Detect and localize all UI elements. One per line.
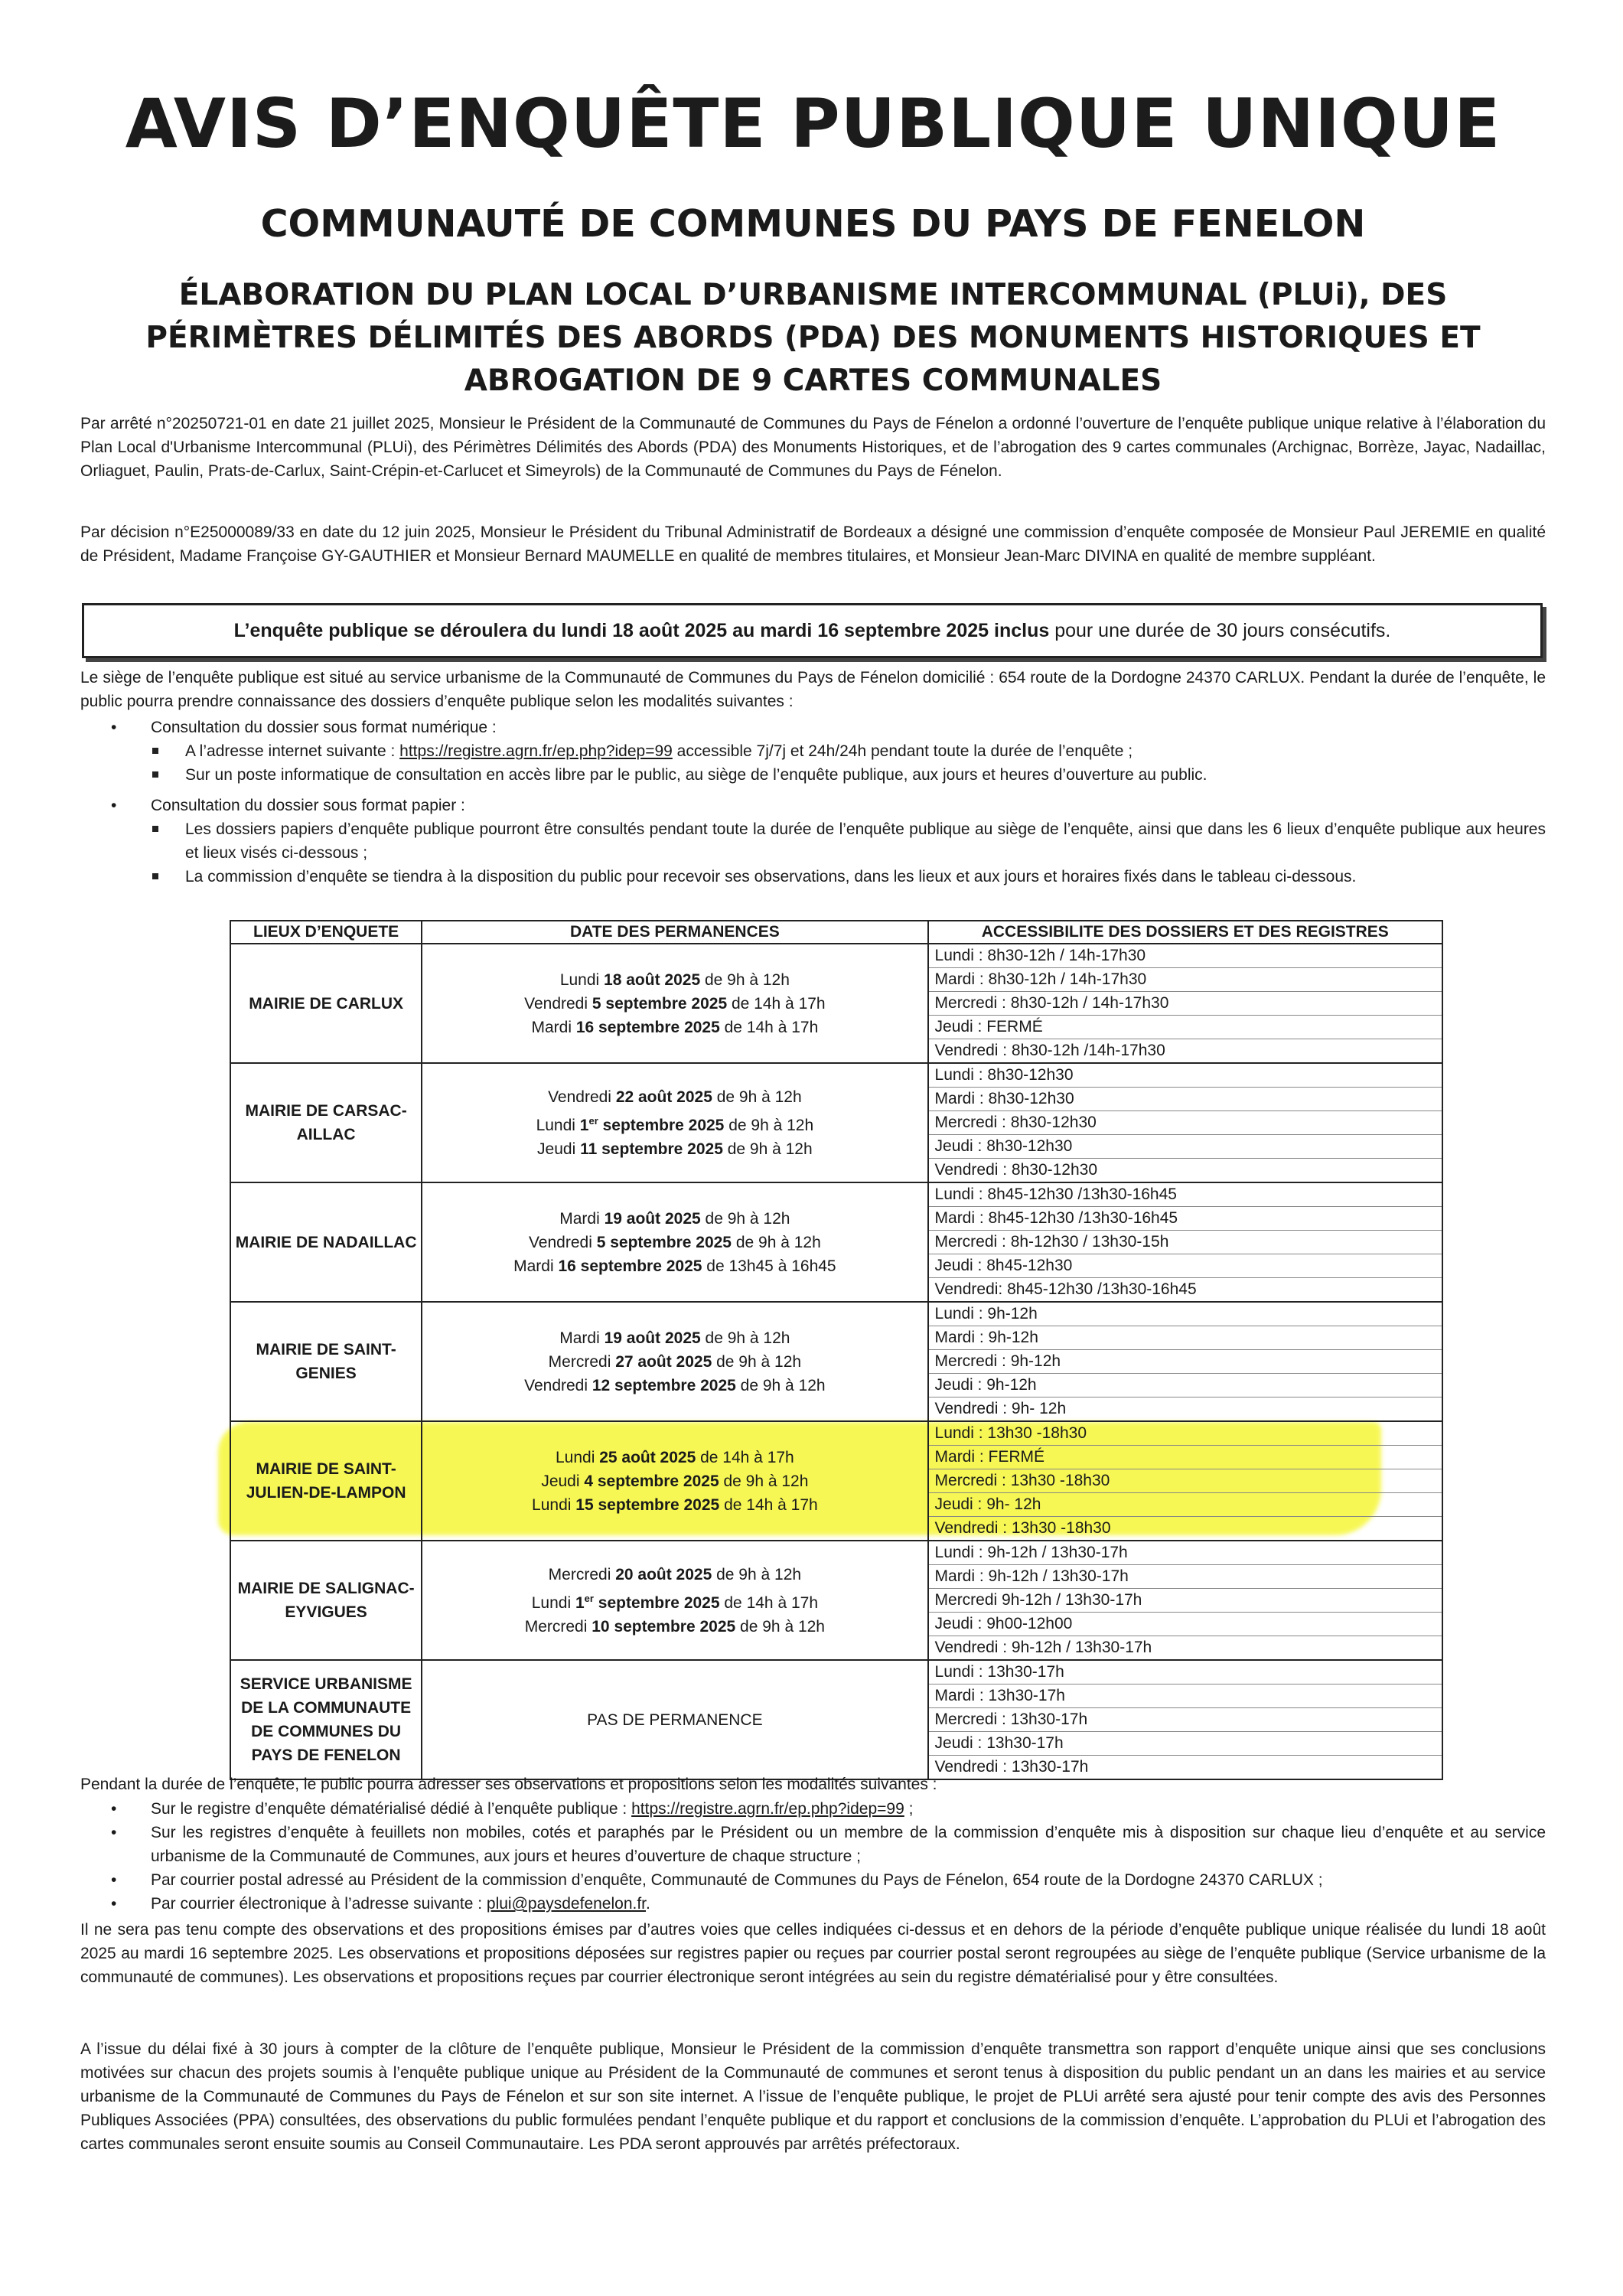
date-line: Vendredi 12 septembre 2025 de 9h à 12h	[524, 1376, 826, 1394]
cell-dates: PAS DE PERMANENCE	[422, 1660, 927, 1779]
hours-line: Jeudi : 9h- 12h	[929, 1493, 1442, 1517]
cell-dates	[422, 1421, 927, 1541]
date-line: Vendredi 5 septembre 2025 de 9h à 12h	[528, 1233, 821, 1251]
cell-dates	[422, 1302, 927, 1421]
header-dates: DATE DES PERMANENCES	[422, 921, 927, 944]
hours-line: Mardi : 8h45-12h30 /13h30-16h45	[929, 1207, 1442, 1231]
hours-line: Mercredi : 13h30 -18h30	[929, 1469, 1442, 1493]
hours-line: Mardi : 8h30-12h30	[929, 1088, 1442, 1111]
list-item: A l’adresse internet suivante : https://registre.agrn.fr/ep.php?idep=99 accessible 7j/7j et 24h/24h pendant toute la durée de l’enquête ;	[80, 739, 1546, 763]
page-title: AVIS D’ENQUÊTE PUBLIQUE UNIQUE	[125, 84, 1501, 163]
table-row	[230, 944, 1442, 1063]
object-heading: ÉLABORATION DU PLAN LOCAL D’URBANISME INTERCOMMUNAL (PLUi), DES PÉRIMÈTRES DÉLIMITÉS DES ABORDS (PDA) DES MONUMENTS HISTORIQUES ET ABROGATION DE 9 CARTES COMMUNALES	[145, 278, 1481, 398]
cell-accessibilite	[928, 1421, 1442, 1541]
paragraph-decision: Par décision n°E25000089/33 en date du 12 juin 2025, Monsieur le Président du Tribunal Administratif de Bordeaux a désigné une commission d’enquête composée de Monsieur Paul JEREMIE en qualité de Président, Madame Françoise GY-GAUTHIER et Monsieur Bernard MAUMELLE en qualité de membres titulaires, et Monsieur Jean-Marc DIVINA en qualité de membre suppléant.	[80, 523, 1546, 565]
permanences-table	[230, 920, 1443, 1780]
hours-line: Vendredi : 13h30 -18h30	[934, 1519, 1111, 1537]
date-line: Vendredi 5 septembre 2025 de 14h à 17h	[524, 994, 826, 1013]
cell-lieu: MAIRIE DE CARSAC-AILLAC	[230, 1063, 422, 1182]
list-item: • Par courrier postal adressé au Président de la commission d’enquête, Communauté de Communes du Pays de Fénelon, 654 route de la Dordogne 24370 CARLUX ;	[80, 1868, 1546, 1892]
square-bullet-icon	[152, 771, 158, 778]
hours-line: Lundi : 8h45-12h30 /13h30-16h45	[929, 1183, 1442, 1207]
hours-line: Lundi : 8h30-12h30	[929, 1064, 1442, 1088]
hours-line: Vendredi : 8h30-12h30	[934, 1161, 1098, 1179]
table-row	[230, 1660, 1442, 1779]
hours-line: Vendredi : 9h-12h / 13h30-17h	[934, 1639, 1152, 1656]
date-line: Jeudi 4 septembre 2025 de 9h à 12h	[541, 1472, 809, 1490]
header-lieux: LIEUX D’ENQUETE	[230, 921, 422, 944]
hours-line: Vendredi : 13h30-17h	[934, 1758, 1089, 1776]
hours-line: Lundi : 13h30-17h	[929, 1661, 1442, 1684]
bullet-icon: •	[111, 1871, 117, 1889]
list-item: • Consultation du dossier sous format numérique :	[80, 716, 1546, 739]
cell-dates	[422, 1182, 927, 1302]
cell-accessibilite	[928, 944, 1442, 1063]
list-item: Les dossiers papiers d’enquête publique pourront être consultés pendant toute la durée de l’enquête publique au siège de l’enquête, ainsi que dans les 6 lieux d’enquête publique aux heures et lieux visés ci-dessous ;	[80, 817, 1546, 865]
date-line: Mardi 16 septembre 2025 de 13h45 à 16h45	[513, 1257, 836, 1275]
observations-list	[80, 1797, 1546, 1916]
date-line: Lundi 1er septembre 2025 de 9h à 12h	[536, 1114, 814, 1134]
date-line: Lundi 18 août 2025 de 9h à 12h	[559, 970, 790, 989]
hours-line: Mardi : FERMÉ	[929, 1446, 1442, 1469]
table-row	[230, 1541, 1442, 1660]
date-line: Mardi 19 août 2025 de 9h à 12h	[559, 1329, 790, 1347]
cell-lieu: MAIRIE DE SAINT-JULIEN-DE-LAMPON	[230, 1421, 422, 1541]
cell-dates	[422, 1541, 927, 1660]
cell-dates	[422, 944, 927, 1063]
cell-dates	[422, 1063, 927, 1182]
list-item: Sur un poste informatique de consultation en accès libre par le public, au siège de l’enquête publique, aux jours et heures d’ouverture au public.	[80, 763, 1546, 787]
table-row	[230, 1182, 1442, 1302]
registre-link-2[interactable]: https://registre.agrn.fr/ep.php?idep=99	[631, 1800, 904, 1818]
hours-line: Jeudi : FERMÉ	[929, 1016, 1442, 1039]
hours-line: Lundi : 9h-12h	[929, 1303, 1442, 1326]
cell-accessibilite	[928, 1541, 1442, 1660]
hours-line: Lundi : 13h30 -18h30	[929, 1422, 1442, 1446]
square-bullet-icon	[152, 873, 158, 879]
cell-lieu: MAIRIE DE SAINT-GENIES	[230, 1302, 422, 1421]
hours-line: Jeudi : 8h30-12h30	[929, 1135, 1442, 1159]
bullet-icon: •	[111, 797, 117, 814]
date-line: Vendredi 22 août 2025 de 9h à 12h	[548, 1088, 802, 1106]
hours-line: Mardi : 9h-12h	[929, 1326, 1442, 1350]
hours-line: Jeudi : 9h00-12h00	[929, 1613, 1442, 1636]
cell-accessibilite	[928, 1660, 1442, 1779]
inquiry-dates-bold: L’enquête publique se déroulera du lundi 18 août 2025 au mardi 16 septembre 2025 inclus	[233, 619, 1050, 641]
table-row	[230, 1421, 1442, 1541]
cell-lieu: SERVICE URBANISME DE LA COMMUNAUTE DE COMMUNES DU PAYS DE FENELON	[230, 1660, 422, 1779]
list-item: • Par courrier électronique à l’adresse suivante : plui@paysdefenelon.fr.	[80, 1892, 1546, 1916]
cell-lieu: MAIRIE DE NADAILLAC	[230, 1182, 422, 1302]
square-bullet-icon	[152, 748, 158, 754]
cell-lieu: MAIRIE DE SALIGNAC-EYVIGUES	[230, 1541, 422, 1660]
list-item: • Sur le registre d’enquête dématérialisé dédié à l’enquête publique : https://registre.agrn.fr/ep.php?idep=99 ;	[80, 1797, 1546, 1821]
hours-line: Jeudi : 9h-12h	[929, 1374, 1442, 1397]
hours-line: Lundi : 9h-12h / 13h30-17h	[929, 1541, 1442, 1565]
list-item: • Sur les registres d’enquête à feuillets non mobiles, cotés et paraphés par le Président ou un membre de la commission d’enquête mis à disposition sur chaque lieu d’enquête et au service urbanisme de la Communauté de Communes, aux jours et heures d’ouverture de chaque structure ;	[80, 1821, 1546, 1868]
hours-line: Lundi : 8h30-12h / 14h-17h30	[929, 944, 1442, 968]
table-header-row	[230, 921, 1442, 944]
inquiry-dates-box	[82, 603, 1543, 658]
list-item: La commission d’enquête se tiendra à la disposition du public pour recevoir ses observations, dans les lieux et aux jours et horaires fixés dans le tableau ci-dessous.	[80, 865, 1546, 889]
date-line: Mercredi 20 août 2025 de 9h à 12h	[548, 1565, 802, 1583]
hours-line: Jeudi : 13h30-17h	[929, 1732, 1442, 1756]
hours-line: Vendredi: 8h45-12h30 /13h30-16h45	[934, 1280, 1197, 1298]
registre-link[interactable]: https://registre.agrn.fr/ep.php?idep=99	[399, 742, 673, 760]
cell-accessibilite	[928, 1302, 1442, 1421]
paragraph-observations: Pendant la durée de l’enquête, le public pourra adresser ses observations et propositions selon les modalités suivantes :	[80, 1776, 937, 1793]
hours-line: Mercredi : 9h-12h	[929, 1350, 1442, 1374]
hours-line: Mercredi : 13h30-17h	[929, 1708, 1442, 1732]
hours-line: Mardi : 13h30-17h	[929, 1684, 1442, 1708]
bullet-icon: •	[111, 1800, 117, 1818]
table-row	[230, 1302, 1442, 1421]
email-link[interactable]: plui@paysdefenelon.fr	[486, 1895, 647, 1913]
date-line: Mercredi 27 août 2025 de 9h à 12h	[548, 1352, 802, 1371]
date-line: Jeudi 11 septembre 2025 de 9h à 12h	[537, 1140, 813, 1158]
cell-lieu: MAIRIE DE CARLUX	[230, 944, 422, 1063]
hours-line: Jeudi : 8h45-12h30	[929, 1254, 1442, 1278]
date-line: Mardi 16 septembre 2025 de 14h à 17h	[531, 1018, 819, 1036]
list-item: • Consultation du dossier sous format papier :	[80, 794, 1546, 817]
table-row	[230, 1063, 1442, 1182]
header-accessibilite: ACCESSIBILITE DES DOSSIERS ET DES REGISTRES	[928, 921, 1442, 944]
date-line: Lundi 1er septembre 2025 de 14h à 17h	[531, 1592, 818, 1612]
inquiry-dates-normal: pour une durée de 30 jours consécutifs.	[1049, 619, 1391, 641]
hours-line: Mercredi : 8h30-12h30	[929, 1111, 1442, 1135]
hours-line: Mercredi : 8h30-12h / 14h-17h30	[929, 992, 1442, 1016]
hours-line: Mardi : 9h-12h / 13h30-17h	[929, 1565, 1442, 1589]
date-line: Mardi 19 août 2025 de 9h à 12h	[559, 1209, 790, 1228]
hours-line: Vendredi : 8h30-12h /14h-17h30	[934, 1042, 1165, 1059]
page-subtitle: COMMUNAUTÉ DE COMMUNES DU PAYS DE FENELON	[260, 202, 1366, 246]
date-line: Lundi 25 août 2025 de 14h à 17h	[555, 1448, 794, 1466]
square-bullet-icon	[152, 826, 158, 832]
paragraph-issue: A l’issue du délai fixé à 30 jours à compter de la clôture de l’enquête publique, Monsieur le Président de la commission d’enquête transmettra son rapport d’enquête unique ainsi que ses conclusions motivées sur chacun des projets soumis à l’enquête publique unique au Président de la Communauté de communes et seront tenus à disposition du public pendant un an dans les mairies et au service urbanisme de la Communauté de Communes du Pays de Fénelon et sur son site internet. A l’issue de l’enquête publique, le projet de PLUi arrêté sera ajusté pour tenir compte des avis des Personnes Publiques Associées (PPA) consultées, des observations du public formulées pendant l’enquête publique et du rapport et conclusions de la commission d’enquête. L’approbation du PLUi et l’abrogation des cartes communales seront ensuite soumis au Conseil Communautaire. Les PDA seront approuvés par arrêtés préfectoraux.	[80, 2040, 1546, 2153]
hours-line: Mardi : 8h30-12h / 14h-17h30	[929, 968, 1442, 992]
consultation-list	[80, 716, 1546, 889]
paragraph-siege: Le siège de l’enquête publique est situé au service urbanisme de la Communauté de Communes du Pays de Fénelon domicilié : 654 route de la Dordogne 24370 CARLUX. Pendant la durée de l’enquête, le public pourra prendre connaissance des dossiers d’enquête publique selon les modalités suivantes :	[80, 669, 1546, 710]
cell-accessibilite	[928, 1063, 1442, 1182]
hours-line: Mercredi 9h-12h / 13h30-17h	[929, 1589, 1442, 1613]
bullet-icon: •	[111, 1895, 117, 1913]
hours-line: Mercredi : 8h-12h30 / 13h30-15h	[929, 1231, 1442, 1254]
paragraph-arrete: Par arrêté n°20250721-01 en date 21 juillet 2025, Monsieur le Président de la Communauté de Communes du Pays de Fénelon a ordonné l’ouverture de l’enquête publique unique relative à l’élaboration du Plan Local d'Urbanisme Intercommunal (PLUi), des Périmètres Délimités des Abords (PDA) des Monuments Historiques, et de l’abrogation des 9 cartes communales (Archignac, Borrèze, Jayac, Nadaillac, Orliaguet, Paulin, Prats-de-Carlux, Saint-Crépin-et-Carlucet et Simeyrols) de la Communauté de Communes du Pays de Fénelon.	[80, 415, 1546, 480]
bullet-icon: •	[111, 1824, 117, 1841]
bullet-icon: •	[111, 719, 117, 736]
date-line: Lundi 15 septembre 2025 de 14h à 17h	[532, 1495, 818, 1514]
paragraph-compte: Il ne sera pas tenu compte des observations et des propositions émises par d’autres voies que celles indiquées ci-dessus et en dehors de la période d’enquête publique unique réalisée du lundi 18 août 2025 au mardi 16 septembre 2025. Les observations et propositions déposées sur registres papier ou reçues par courrier postal seront regroupées au siège de l’enquête publique (Service urbanisme de la communauté de communes). Les observations et propositions reçues par courrier électronique seront intégrées au sein du registre dématérialisé pour y être consultées.	[80, 1921, 1546, 1986]
date-line: Mercredi 10 septembre 2025 de 9h à 12h	[524, 1617, 825, 1636]
cell-accessibilite	[928, 1182, 1442, 1302]
hours-line: Vendredi : 9h- 12h	[934, 1400, 1067, 1417]
